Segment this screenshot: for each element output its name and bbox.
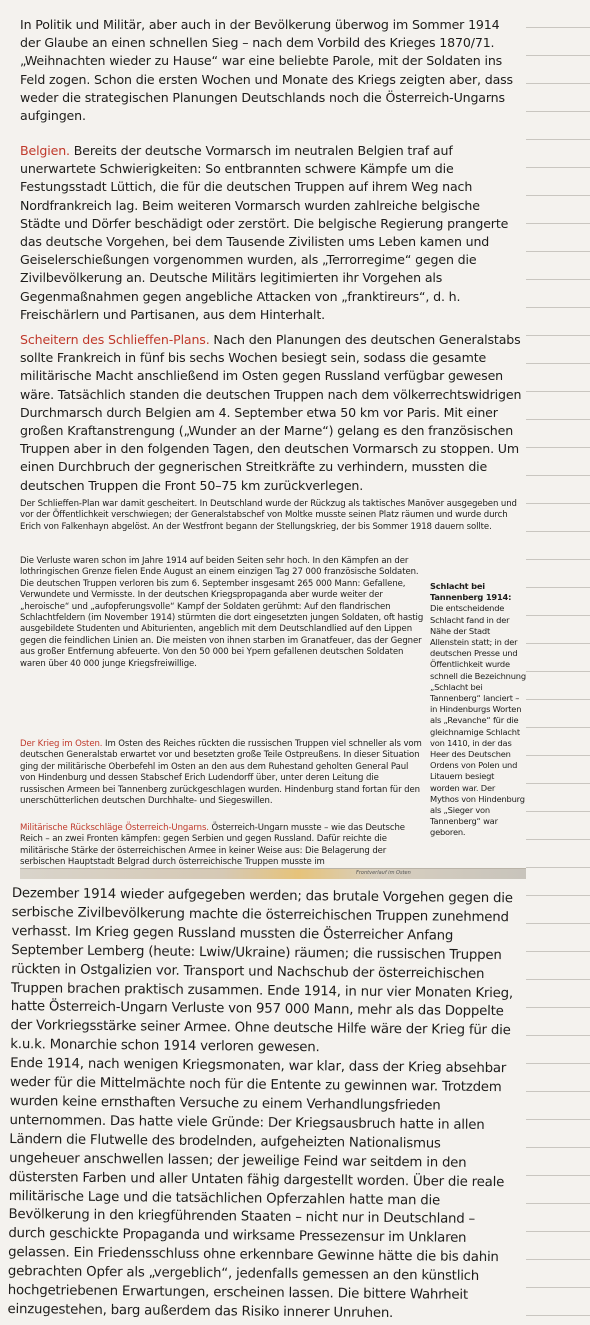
belgien-paragraph bbox=[20, 142, 522, 324]
sidebar-tannenberg bbox=[430, 581, 526, 839]
osten-paragraph bbox=[20, 739, 424, 807]
rueckschlaege-text: Österreich-Ungarn musste – wie das Deutsche Reich – an zwei Fronten kämpfen: gegen Serbien und gegen Russland. Dafür reichte die militärische Stärke der österreichischen Armee in keiner Weise aus: Die Belagerung der serbischen Hauptstadt Belgrad durch österreichische Truppen musste im bbox=[20, 823, 405, 868]
belgien-heading: Belgien. bbox=[20, 143, 70, 158]
bottom-paragraph-1: Dezember 1914 wieder aufgegeben werden; das brutale Vorgehen gegen die serbische Zivilbevölkerung machte die österreichischen Truppen zunehmend verhasst. Im Krieg gegen Russland mussten die Österreicher Anfang September Lemberg (heute: Lwiw/Ukraine) räumen; die russischen Truppen rückten in Ostgalizien vor. Transport und Nachschub der österreichischen Truppen brachen praktisch zusammen. Ende 1914, in nur vier Monaten Krieg, hatte Österreich-Ungarn Verluste von 957 000 Mann, mehr als das Doppelte der Vorkriegsstärke seiner Armee. Ohne deutsche Hilfe wäre der Krieg für die k.u.k. Monarchie schon 1914 verloren gewesen. bbox=[10, 885, 514, 1056]
osten-heading: Der Krieg im Osten. bbox=[20, 739, 103, 749]
schlieffen-heading: Scheitern des Schlieffen-Plans. bbox=[20, 332, 210, 347]
rueckschlaege-heading: Militärische Rückschläge Österreich-Ungarns. bbox=[20, 823, 209, 833]
sidebar-text: Die entscheidende Schlacht fand in der Nähe der Stadt Allenstein statt; in der deutschen Presse und Öffentlichkeit wurde schnell die Bezeichnung „Schlacht bei Tannenberg“ lanciert – in Hindenburgs Worten als „Revanche“ für die gleichnamige Schlacht von 1410, in der das Heer des Deutschen Ordens von Polen und Litauern besiegt worden war. Der Mythos von Hindenburg als „Sieger von Tannenberg“ war geboren. bbox=[430, 603, 526, 838]
map-strip-caption: Frontverlauf im Osten bbox=[356, 870, 411, 876]
schlieffen-text: Nach den Planungen des deutschen Generalstabs sollte Frankreich in fünf bis sechs Wochen besiegt sein, sodass die gesamte militärische Macht anschließend im Osten gegen Russland verfügbar gewesen wäre. Tatsächlich standen die deutschen Truppen nach dem völkerrechtswidrigen Durchmarsch durch Belgien am 4. September etwa 50 km vor Paris. Mit einer großen Kraftanstrengung („Wunder an der Marne“) gelang es den französischen Truppen aber in den folgenden Tagen, den deutschen Vormarsch zu stoppen. Um einen Durchbruch der gegnerischen Streitkräfte zu verhindern, mussten die deutschen Truppen die Front 50–75 km zurückverlegen. bbox=[20, 332, 522, 493]
bottom-text bbox=[7, 885, 516, 1325]
intro-paragraph: In Politik und Militär, aber auch in der Bevölkerung überwog im Sommer 1914 der Glaube an einen schnellen Sieg – nach dem Vorbild des Krieges 1870/71. „Weihnachten wieder zu Hause“ war eine beliebte Parole, mit der Soldaten ins Feld zogen. Schon die ersten Wochen und Monate des Kriegs zeigten aber, dass weder die strategischen Planungen Deutschlands noch die Österreich-Ungarns aufgingen. bbox=[20, 17, 513, 124]
bottom-paragraph-2: Ende 1914, nach wenigen Kriegsmonaten, war klar, dass der Krieg absehbar weder für die Mittelmächte noch für die Entente zu gewinnen war. Trotzdem wurden keine ernsthaften Versuche zu einem Verhandlungsfrieden unternommen. Das hatte viele Gründe: Der Kriegsausbruch hatte in allen Ländern die Flutwelle des brodelnden, aufgeheizten Nationalismus ungeheuer anschwellen lassen; der jeweilige Feind war seitdem in den düstersten Farben und aller Untaten fähig dargestellt worden. Über die reale militärische Lage und die tatsächlichen Opferzahlen hatte man die Bevölkerung in den kriegführenden Staaten – nicht nur in Deutschland – durch geschickte Propaganda und wirksame Pressezensur im Unklaren gelassen. Ein Friedensschluss ohne erkennbare Gewinne hätte die bis dahin gebrachten Opfer als „vergeblich“, jedenfalls gemessen an den künstlich hochgetriebenen Erwartungen, erscheinen lassen. Die bittere Wahrheit einzugestehen, barg außerdem das Risiko innerer Unruhen. bbox=[7, 1056, 507, 1321]
belgien-text: Bereits der deutsche Vormarsch im neutralen Belgien traf auf unerwartete Schwierigkeiten: So entbrannten schwere Kämpfe um die Festungsstadt Lüttich, die für die deutschen Truppen auf ihrem Weg nach Nordfrankreich lag. Beim weiteren Vormarsch wurden zahlreiche belgische Städte und Dörfer beschädigt oder zerstört. Die belgische Regierung prangerte das deutsche Vorgehen, bei dem Tausende Zivilisten ums Leben kamen und Geiselerschießungen vorgenommen wurden, als „Terrorregime“ gegen die Zivilbevölkerung an. Deutsche Militärs legitimierten ihr Vorgehen als Gegenmaßnahmen gegen angebliche Attacken von „franktireurs“, d. h. Freischärlern und Partisanen, aus dem Hinterhalt. bbox=[20, 143, 509, 322]
sidebar-heading: Schlacht bei Tannenberg 1914: bbox=[430, 581, 512, 603]
rueckschlaege-paragraph bbox=[20, 823, 424, 869]
small-paragraph-rueckzug: Der Schlieffen-Plan war damit gescheitert. In Deutschland wurde der Rückzug als taktisches Manöver ausgegeben und vor der Öffentlichkeit verschwiegen; der Generalstabschef von Moltke musste seinen Platz räumen und wurde durch Erich von Falkenhayn abgelöst. An der Westfront begann der Stellungskrieg, der bis Sommer 1918 dauern sollte. bbox=[20, 499, 517, 532]
schlieffen-paragraph bbox=[20, 331, 522, 495]
margin-ruled-lines bbox=[526, 0, 590, 1324]
map-strip-image bbox=[20, 868, 526, 879]
osten-text: Im Osten des Reiches rückten die russischen Truppen viel schneller als vom deutschen Generalstab erwartet vor und besetzten große Teile Ostpreußens. In dieser Situation ging der militärische Oberbefehl im Osten an den aus dem Ruhestand geholten General Paul von Hindenburg und dessen Stabschef Erich Ludendorff über, unter deren Leitung die russischen Armeen bei Tannenberg zurückgeschlagen wurden. Hindenburg stand fortan für den unerschütterlichen deutschen Durchhalte- und Siegeswillen. bbox=[20, 739, 422, 807]
small-paragraph-verluste: Die Verluste waren schon im Jahre 1914 auf beiden Seiten sehr hoch. In den Kämpfen an der lothringischen Grenze fielen Ende August an einem einzigen Tag 27 000 französische Soldaten. Die deutschen Truppen verloren bis zum 6. September insgesamt 265 000 Mann: Gefallene, Verwundete und Vermisste. In der deutschen Kriegspropaganda aber wurde weiter der „heroische“ und „aufopferungsvolle“ Kampf der Soldaten gerühmt: Auf den flandrischen Schlachtfeldern (im November 1914) stürmten die dort eingesetzten jungen Soldaten, oft hastig ausgebildete Studenten und Abiturienten, angeblich mit dem Deutschlandlied auf den Lippen gegen die feindlichen Linien an. Die meisten von ihnen starben im Granatfeuer, das der Gegner aus großer Entfernung abfeuerte. Von den 50 000 bei Ypern gefallenen deutschen Soldaten waren über 40 000 junge Kriegsfreiwillige. bbox=[20, 556, 424, 669]
